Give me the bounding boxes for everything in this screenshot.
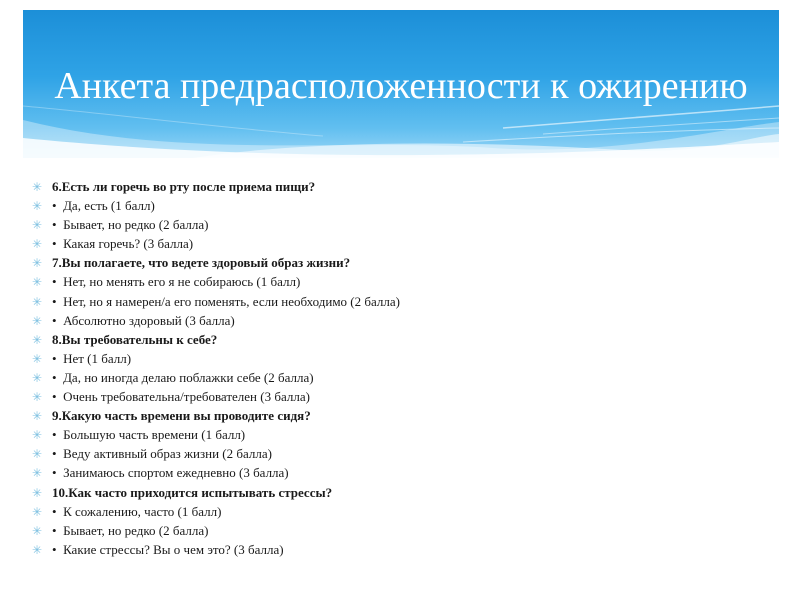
star-bullet-icon: ✳ [32,542,43,557]
answer-option-text: • Да, но иногда делаю поблажки себе (2 балла) [52,370,314,386]
star-bullet-icon: ✳ [32,447,43,462]
star-bullet-icon: ✳ [32,218,43,233]
answer-option-text: • Большую часть времени (1 балл) [52,427,245,443]
star-bullet-icon: ✳ [32,237,43,252]
question-item-text: 10.Как часто приходится испытывать стрессы? [52,484,333,500]
answer-option-text: • Какие стрессы? Вы о чем это? (3 балла) [52,542,284,558]
answer-option [30,370,770,389]
answer-option-text: • Очень требовательна/требователен (3 балла) [52,389,310,405]
answer-option [30,389,770,408]
answer-option-text: • Веду активный образ жизни (2 балла) [52,446,272,462]
answer-option [30,523,770,542]
answer-option-text: • Нет, но я намерен/а его поменять, если необходимо (2 балла) [52,294,400,310]
question-item [30,255,770,274]
question-item-text: 7.Вы полагаете, что ведете здоровый образ жизни? [52,255,351,271]
answer-option [30,465,770,484]
answer-option-text: • Какая горечь? (3 балла) [52,236,193,252]
star-bullet-icon: ✳ [32,180,43,194]
star-bullet-icon: ✳ [32,351,43,366]
star-bullet-icon: ✳ [32,409,43,424]
star-bullet-icon: ✳ [32,504,43,519]
answer-option [30,542,770,561]
answer-option [30,217,770,236]
star-bullet-icon: ✳ [32,466,43,481]
answer-option-text: • Абсолютно здоровый (3 балла) [52,313,235,329]
answer-option-text: • Да, есть (1 балл) [52,198,155,214]
answer-option [30,274,770,293]
question-item [30,179,770,198]
answer-option-text: • К сожалению, часто (1 балл) [52,504,221,520]
answer-option-text: • Бывает, но редко (2 балла) [52,523,208,539]
answer-option-text: • Занимаюсь спортом ежедневно (3 балла) [52,465,289,481]
star-bullet-icon: ✳ [32,313,43,328]
answer-option-text: • Нет (1 балл) [52,351,131,367]
answer-option [30,351,770,370]
answer-option [30,198,770,217]
answer-option-text: • Нет, но менять его я не собираюсь (1 балл) [52,274,300,290]
star-bullet-icon: ✳ [32,370,43,385]
answer-option [30,236,770,255]
answer-option-text: • Бывает, но редко (2 балла) [52,217,208,233]
question-item-text: 6.Есть ли горечь во рту после приема пищи? [52,179,316,194]
slide-title: Анкета предрасположенности к ожирению [54,65,748,108]
question-item [30,485,770,504]
star-bullet-icon: ✳ [32,275,43,290]
answer-option [30,427,770,446]
star-bullet-icon: ✳ [32,523,43,538]
questionnaire-list [30,179,770,561]
star-bullet-icon: ✳ [32,390,43,405]
question-item [30,408,770,427]
question-item [30,332,770,351]
answer-option [30,294,770,313]
answer-option [30,446,770,465]
question-item-text: 9.Какую часть времени вы проводите сидя? [52,408,311,424]
star-bullet-icon: ✳ [32,428,43,443]
answer-option [30,313,770,332]
answer-option [30,504,770,523]
star-bullet-icon: ✳ [32,485,43,500]
star-bullet-icon: ✳ [32,256,43,271]
star-bullet-icon: ✳ [32,199,43,214]
star-bullet-icon: ✳ [32,332,43,347]
question-item-text: 8.Вы требовательны к себе? [52,331,218,347]
star-bullet-icon: ✳ [32,294,43,309]
